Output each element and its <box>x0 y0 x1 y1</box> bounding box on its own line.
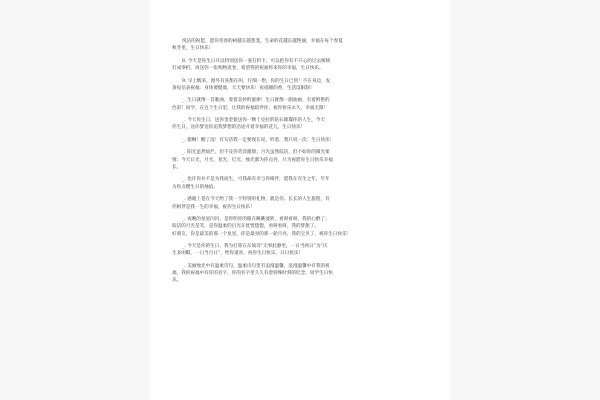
paragraph <box>172 78 428 93</box>
paragraph <box>172 196 428 211</box>
text-line: _. 今天是你的生日，我为打算在东坡诗“无事此静坐，一日当两日”为“庆 <box>182 244 328 250</box>
text-line: _. 阳光虽然灿烂，但不及你笑容甜甜；月光虽然皎洁，但不如你的微光柔 <box>182 150 330 156</box>
text-line: 色彩！同学，在这个生日里，让我的祝福陪伴你，祝你快乐永久，幸福无限！ <box>172 105 329 111</box>
text-line: _. 夜晚的星星闪闪，是你明亮的眼在眺眺流转，看呀看呀，我的心醉了； <box>182 217 330 223</box>
text-line: 打成零折，再送你一张购物返卷，希望我的祝福将来你的幸福，生日快乐。 <box>172 66 324 72</box>
text-line: 情；今天日光，月光，星光，灯光，烛光都为你点亮，只为祝愿你生日快乐幸福 <box>172 157 333 163</box>
text-line: 皎洁的月光是笑，是你温柔的目光在恍恍惚惚，看呀看呀，我的梦甜了。 <box>172 224 320 230</box>
paragraph <box>172 97 428 112</box>
document-body <box>172 38 428 285</box>
text-line: _. 美丽烛光中有温柔诗句，温柔诗句里有浪漫温馨，浪漫温馨中有我的祝 <box>182 263 330 269</box>
text-line: 为你点燃生日的烛焰。 <box>172 184 218 190</box>
paragraph <box>172 243 428 258</box>
paragraph <box>172 149 428 171</box>
text-line: 福，我的祝福中有你的名字，你的名字里久久有着特殊时刻的纪念，同学生日快 <box>172 271 333 277</box>
text-line: 长。 <box>172 164 182 170</box>
paragraph <box>172 216 428 238</box>
paragraph <box>172 263 428 285</box>
text-line: 纯洁的祝愿，愿你青春的树越长越葱茏，生命的花越长越艳丽，幸福在每个春夏 <box>182 39 343 44</box>
text-line: 你生日，送你梦送你追我梦想的沿途开着幸福的花儿，生日快乐！ <box>172 125 306 131</box>
paragraph <box>172 176 428 191</box>
paragraph <box>172 137 428 144</box>
text-line: 秋冬里，生日快乐！ <box>172 46 214 52</box>
text-line: _. 今天你生日，送你金金银送你一颗十克拉的钻石璀璨你的人生，今天 <box>182 118 326 124</box>
text-line: _. 猪啊！醒了没！有句话我一定要现在说，听着，我只说一次：生日快乐！ <box>182 137 335 143</box>
text-line: 8. 今天是你生日开以特别送你一张打折卡，可以把你有不开心的过去统统 <box>182 58 331 64</box>
paragraph <box>172 58 428 73</box>
text-line: 条短信表祝福：身体要健康，天天要快乐！夜夜睡的香，生活设限制！ <box>172 85 315 91</box>
text-line: 你相伴是我一生的幸福，祝你生日快乐！ <box>172 204 255 210</box>
text-line: 好朋友，你是最美的那一个星星，你是最亮的那一轮月亮，我的宝贝了，祝你生日快乐！ <box>172 231 352 237</box>
text-line: 乐。 <box>172 278 182 284</box>
text-line: _. 感谢上苍在今天给了我一个特别的礼物，就是你。长长的人生旅程，有 <box>182 197 330 203</box>
text-line: _. 也许你并不是为我而生，可我却有幸与你相伴，愿我在有生之年，年年 <box>182 177 330 183</box>
text-line: 生多闲暇，一日当百日”，给你道喜，祝你生日快乐，日日快乐！ <box>172 251 303 257</box>
text-line: 9. 早上醒来，窗外有喜鹊在叫，仔细一想，你的生日已到！不在身边，发 <box>182 78 331 84</box>
paragraph <box>172 117 428 132</box>
document-page <box>150 0 450 400</box>
text-line: _. 生日就像一首歌曲，奏着美妙的旋律！生日就像一副油画，有着鲜艳的 <box>182 98 330 104</box>
paragraph <box>172 38 428 53</box>
